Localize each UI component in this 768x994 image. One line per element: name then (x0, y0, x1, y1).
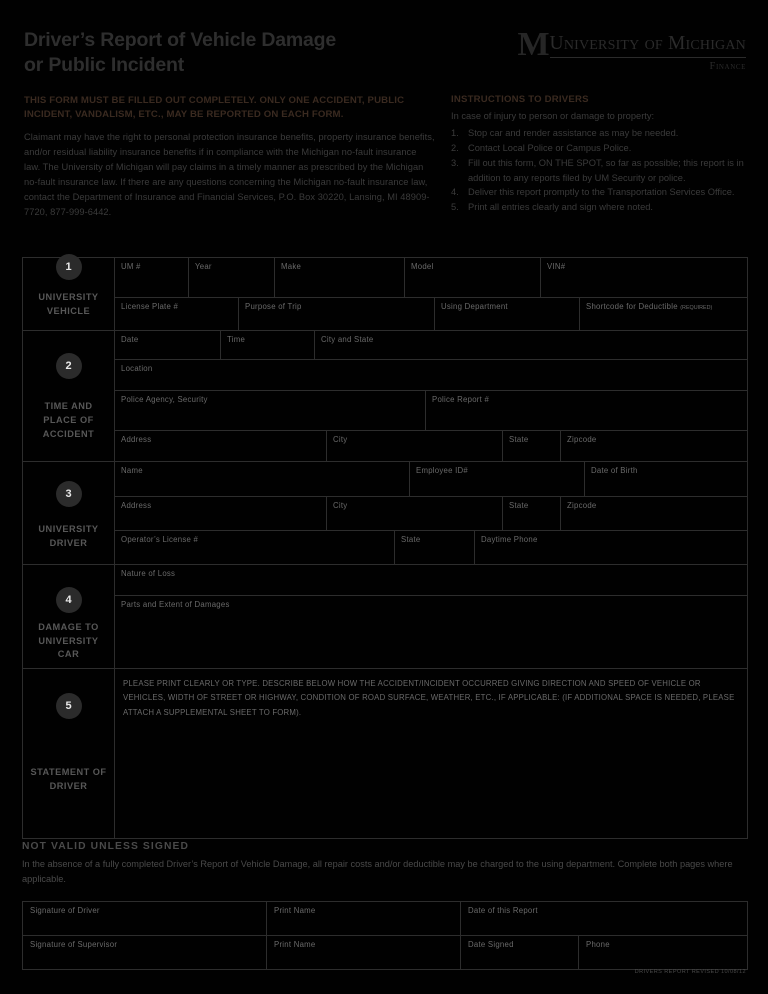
field-statement-instructions[interactable]: PLEASE PRINT CLEARLY OR TYPE. DESCRIBE BELOW HOW THE ACCIDENT/INCIDENT OCCURRED GIVING DIRECTION AND SPEED OF VEHICLE OR VEHICLES, WIDTH OF STREET OR HIGHWAY, CONDITION OF ROAD SURFACE, WEATHER, ETC., IF APPLICABLE: (IF ADDITIONAL SPACE IS NEEDED, PLEASE ATTACH A SUPPLEMENTAL SHEET TO FORM). (123, 679, 735, 717)
page-header (0, 0, 768, 220)
instructions-heading: INSTRUCTIONS TO DRIVERS (451, 94, 589, 105)
instruction-text: Stop car and render assistance as may be needed. (468, 127, 679, 138)
section-title: TIME AND PLACE OF ACCIDENT (42, 401, 95, 439)
field-nature-of-loss[interactable]: Nature of Loss (121, 569, 176, 578)
instruction-item (451, 126, 746, 141)
instruction-number: 2. (451, 142, 459, 153)
instruction-text: Print all entries clearly and sign where noted. (468, 202, 654, 213)
section-fields (115, 258, 747, 330)
page-title-line1: Driver’s Report of Vehicle Damage (24, 29, 337, 51)
field-year[interactable]: Year (189, 258, 275, 297)
section-left-header (23, 669, 115, 838)
field-employee-id[interactable]: Employee ID# (410, 462, 585, 496)
header-right-column (451, 28, 746, 220)
form-row (115, 258, 747, 298)
field-date-signed[interactable]: Date Signed (461, 936, 579, 969)
field-license-plate[interactable]: License Plate # (115, 298, 239, 330)
form-row (115, 669, 747, 838)
form-row (115, 565, 747, 596)
section-number-badge: 2 (56, 353, 82, 379)
instruction-text: Fill out this form, ON THE SPOT, so far as possible; this report is in addition to any reports filed by UM Security or police. (468, 157, 744, 183)
field-shortcode-label: Shortcode for Deductible (586, 302, 678, 311)
field-accident-state[interactable]: State (503, 431, 561, 461)
section-fields (115, 462, 747, 564)
not-valid-notice (22, 841, 746, 887)
form-row (115, 596, 747, 668)
section-title: UNIVERSITY DRIVER (38, 523, 99, 548)
form-row (115, 497, 747, 532)
field-driver-zipcode[interactable]: Zipcode (567, 500, 597, 510)
not-valid-heading: NOT VALID UNLESS SIGNED (22, 841, 189, 852)
field-driver-state[interactable]: State (503, 497, 561, 531)
instruction-number: 5. (451, 202, 459, 213)
section-number-badge: 5 (56, 693, 82, 719)
instruction-item (451, 156, 746, 186)
logo-subtitle: Finance (709, 61, 746, 72)
instructions-list (451, 126, 746, 215)
section-left-header (23, 331, 115, 461)
section-title: STATEMENT OF DRIVER (30, 766, 107, 791)
form-section-university-driver (23, 462, 747, 565)
signature-row-supervisor (23, 936, 747, 969)
field-police-agency[interactable]: Police Agency, Security (115, 391, 426, 430)
university-logo (451, 26, 746, 72)
instruction-number: 4. (451, 187, 459, 198)
form-row (115, 360, 747, 392)
logo-text-group (550, 32, 746, 72)
block-m-icon: M (517, 26, 549, 63)
form-section-time-place-accident (23, 331, 747, 462)
section-number-badge: 4 (56, 587, 82, 613)
section-fields (115, 565, 747, 668)
field-model[interactable]: Model (405, 258, 541, 297)
section-fields (115, 331, 747, 461)
form-row (115, 298, 747, 330)
field-city-and-state[interactable]: City and State (321, 335, 374, 344)
field-accident-address[interactable]: Address (115, 431, 327, 461)
section-fields (115, 669, 747, 838)
report-form-table (22, 257, 748, 839)
field-driver-city[interactable]: City (327, 497, 503, 531)
instructions-intro: In case of injury to person or damage to property: (451, 111, 655, 121)
field-driver-print-name[interactable]: Print Name (267, 902, 461, 935)
field-accident-time[interactable]: Time (221, 331, 315, 359)
field-shortcode-required-note: (REQUIRED) (680, 305, 713, 311)
signature-table (22, 901, 748, 970)
field-purpose-of-trip[interactable]: Purpose of Trip (239, 298, 435, 330)
instruction-number: 3. (451, 157, 459, 168)
field-operators-license[interactable]: Operator’s License # (115, 531, 395, 564)
field-driver-address[interactable]: Address (115, 497, 327, 531)
form-row (115, 391, 747, 431)
field-daytime-phone[interactable]: Daytime Phone (481, 535, 538, 545)
form-row (115, 431, 747, 461)
field-accident-city[interactable]: City (327, 431, 503, 461)
field-using-department[interactable]: Using Department (435, 298, 580, 330)
form-section-statement-of-driver (23, 669, 747, 838)
field-signature-of-supervisor[interactable]: Signature of Supervisor (23, 936, 267, 969)
header-left-column (24, 28, 435, 220)
instruction-text: Deliver this report promptly to the Transportation Services Office. (468, 187, 735, 198)
field-driver-name[interactable]: Name (115, 462, 410, 496)
instruction-item (451, 200, 746, 215)
field-accident-date[interactable]: Date (115, 331, 221, 359)
footer-revision-text: DRIVERS REPORT REVISED 10/08/12 (634, 969, 746, 975)
field-parts-extent-of-damages[interactable]: Parts and Extent of Damages (121, 600, 230, 609)
section-number-badge: 1 (56, 254, 82, 280)
form-section-university-vehicle (23, 258, 747, 331)
field-date-of-report[interactable]: Date of this Report (468, 906, 538, 915)
section-number-badge: 3 (56, 481, 82, 507)
field-accident-zipcode[interactable]: Zipcode (567, 435, 597, 445)
logo-divider (550, 57, 746, 58)
form-row (115, 331, 747, 360)
instruction-item (451, 141, 746, 156)
section-left-header (23, 565, 115, 668)
section-title: UNIVERSITY VEHICLE (38, 292, 99, 316)
section-left-header (23, 462, 115, 564)
page-title (24, 28, 435, 78)
instruction-item (451, 185, 746, 200)
field-date-of-birth[interactable]: Date of Birth (591, 466, 638, 475)
instruction-number: 1. (451, 127, 459, 138)
form-row (115, 531, 747, 564)
field-shortcode-deductible[interactable] (580, 298, 747, 330)
claimant-rights-paragraph: Claimant may have the right to personal protection insurance benefits, property insurance benefits, and/or residual liability insurance benefits if in compliance with the Michigan no-fault insurance law. The University of Michigan will pay claims in a timely manner as prescribed by the Michigan no-fault insurance law. If there are any questions concerning the Michigan no-fault insurance law, contact the Department of Insurance and Financial Services, P.O. Box 30220, Lansing, MI 48909-7720, 877-999-6442. (24, 132, 435, 218)
field-location[interactable]: Location (121, 363, 153, 373)
instruction-text: Contact Local Police or Campus Police. (468, 142, 632, 153)
form-notice-heading: THIS FORM MUST BE FILLED OUT COMPLETELY. ONLY ONE ACCIDENT, PUBLIC INCIDENT, VANDALISM, ETC., MAY BE REPORTED ON EACH FORM. (24, 94, 405, 120)
field-supervisor-print-name[interactable]: Print Name (267, 936, 461, 969)
page-title-line2: or Public Incident (24, 53, 184, 76)
form-row (115, 462, 747, 497)
field-police-report-number[interactable]: Police Report # (432, 395, 490, 405)
field-um-number[interactable]: UM # (115, 258, 189, 297)
field-license-state[interactable]: State (395, 531, 475, 564)
logo-university-name: University of Michigan (549, 33, 746, 54)
not-valid-body: In the absence of a fully completed Driver’s Report of Vehicle Damage, all repair costs and/or deductible may be charged to the using department. Complete both pages where applicable. (22, 859, 733, 884)
field-signature-of-driver[interactable]: Signature of Driver (23, 902, 267, 935)
field-make[interactable]: Make (275, 258, 405, 297)
section-title: DAMAGE TO UNIVERSITY CAR (38, 621, 99, 660)
field-vin[interactable]: VIN# (547, 262, 566, 271)
field-supervisor-phone[interactable]: Phone (586, 940, 610, 949)
section-left-header (23, 258, 115, 330)
form-section-damage-to-university-car (23, 565, 747, 669)
signature-row-driver (23, 902, 747, 936)
